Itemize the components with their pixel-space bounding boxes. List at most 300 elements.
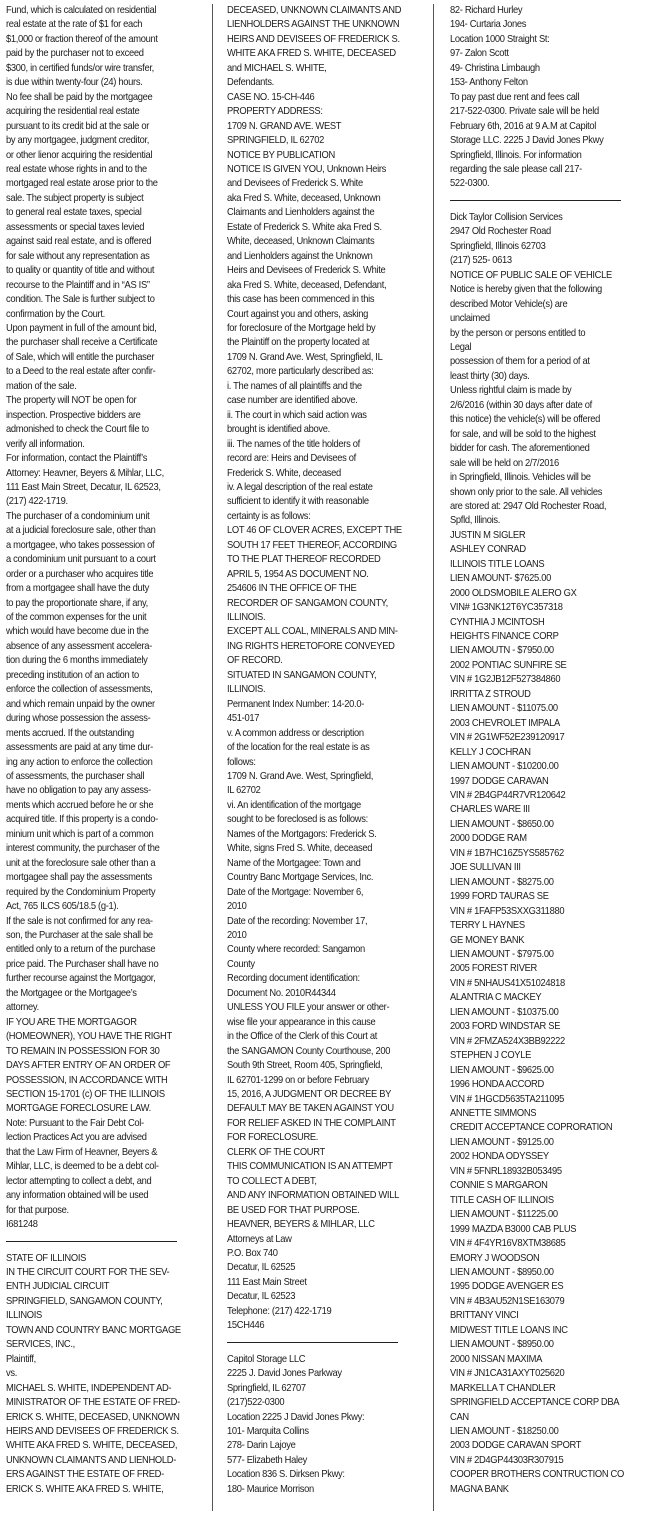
notice-line: have no obligation to pay any assess- (6, 785, 151, 797)
notice-line: LIEN AMOUNT - $9625.00 (450, 1064, 554, 1076)
notice-line: (217) 422-1719. (6, 496, 68, 508)
notice-line: IL 62701-1299 on or before February (227, 1074, 370, 1086)
notice-line: Notice is hereby given that the following (450, 284, 602, 296)
notice-line: price paid. The Purchaser shall have no (6, 958, 159, 970)
notice-line: possession of them for a period of at (450, 356, 590, 368)
notice-line: of assessments, the purchaser shall (6, 771, 145, 783)
legal-notice (450, 211, 649, 1497)
notice-line: the SANGAMON County Courthouse, 200 (227, 1045, 391, 1057)
notice-line: VIN # 5FNRL18932B053495 (450, 1165, 562, 1177)
notice-line: COOPER BROTHERS CONTRUCTION CO (450, 1469, 624, 1481)
notice-line: Location 836 S. Dirksen Pkwy: (227, 1469, 345, 1481)
notice-line: 194- Curtaria Jones (450, 19, 527, 31)
notice-line: VIN # 4B3AU52N1SE163079 (450, 1295, 565, 1307)
notice-line: 2947 Old Rochester Road (450, 226, 551, 238)
notice-line: VIN # 1G2JB12F527384860 (450, 674, 561, 686)
notice-line: ERICK S. WHITE AKA FRED S. WHITE, (6, 1483, 164, 1495)
notice-line: unclaimed (450, 313, 490, 325)
notice-line: Unless rightful claim is made by (450, 385, 572, 397)
notice-line: follows: (227, 756, 256, 768)
notice-line: DAYS AFTER ENTRY OF AN ORDER OF (6, 1060, 171, 1072)
notice-line: MIDWEST TITLE LOANS INC (450, 1324, 568, 1336)
notice-line: 577- Elizabeth Haley (227, 1454, 308, 1466)
notice-line: against said real estate, and is offered (6, 236, 152, 248)
notice-line: vi. An identification of the mortgage (227, 799, 361, 811)
notice-line: DEFAULT MAY BE TAKEN AGAINST YOU (227, 1103, 394, 1115)
notice-line: HEIGHTS FINANCE CORP (450, 631, 559, 643)
notice-line: admonished to check the Court file to (6, 424, 149, 436)
notice-line: UNLESS YOU FILE your answer or other- (227, 1002, 390, 1014)
notice-line: STATE OF ILLINOIS (6, 1252, 87, 1264)
notice-line: Telephone: (217) 422-1719 (227, 1305, 332, 1317)
notice-line: NOTICE IS GIVEN YOU, Unknown Heirs (227, 163, 387, 175)
notice-line: ILLINOIS. (227, 612, 266, 624)
column-2 (227, 4, 430, 1497)
notice-line: ASHLEY CONRAD (450, 544, 526, 556)
notice-line: sale. The subject property is subject (6, 192, 144, 204)
notice-line: $300, in certified funds/or wire transfer, (6, 62, 154, 74)
notice-line: BE USED FOR THAT PURPOSE. (227, 1204, 360, 1216)
notice-line: 111 East Main Street, Decatur, IL 62523, (6, 481, 161, 493)
notice-line: TO REMAIN IN POSSESSION FOR 30 (6, 1045, 160, 1057)
notice-line: Note: Pursuant to the Fair Debt Col- (6, 1117, 144, 1129)
notice-line: HEIRS AND DEVISEES OF FREDERICK S. (227, 33, 400, 45)
notice-line: mation of the sale. (6, 380, 77, 392)
notice-line: confirmation by the Court. (6, 308, 105, 320)
notice-line: Recording document identification: (227, 973, 360, 985)
notice-line: for sale, and will be sold to the highest (450, 428, 596, 440)
notice-line: LIEN AMOUNT - $10375.00 (450, 1006, 559, 1018)
notice-line: vs. (6, 1368, 18, 1380)
notice-line: TO THE PLAT THEREOF RECORDED (227, 554, 381, 566)
notice-line: 15CH446 (227, 1320, 265, 1332)
notice-line: MARKELLA T CHANDLER (450, 1382, 556, 1394)
notice-line: IN THE CIRCUIT COURT FOR THE SEV- (6, 1266, 170, 1278)
notice-line: ANNETTE SIMMONS (450, 1107, 537, 1119)
notice-line: iv. A legal description of the real estate (227, 481, 373, 493)
notice-line: SOUTH 17 FEET THEREOF, ACCORDING (227, 539, 397, 551)
notice-line: to pay the proportionate share, if any, (6, 597, 148, 609)
notice-line: LIEN AMOUNT - $11075.00 (450, 703, 558, 715)
notice-divider (227, 1342, 398, 1343)
column-1 (6, 4, 210, 1497)
notice-line: 2010 (227, 901, 247, 913)
notice-line: 62702, more particularly described as: (227, 366, 374, 378)
notice-line: verify all information. (6, 438, 85, 450)
notice-line: 1996 HONDA ACCORD (450, 1079, 544, 1091)
notice-line: which would have become due in the (6, 626, 149, 638)
column-rule (212, 4, 213, 1511)
notice-line: CASE NO. 15-CH-446 (227, 91, 315, 103)
notice-line: For information, contact the Plaintiff’s (6, 453, 148, 465)
notice-line: i. The names of all plaintiffs and the (227, 380, 362, 392)
notice-line: paid by the purchaser not to exceed (6, 48, 144, 60)
notice-line: attorney. (6, 1002, 39, 1014)
notice-line: 97- Zalon Scott (450, 48, 509, 60)
notice-line: The property will NOT be open for (6, 395, 137, 407)
notice-line: Heirs and Devisees of Frederick S. White (227, 265, 386, 277)
notice-line: record are: Heirs and Devisees of (227, 453, 356, 465)
notice-line: AND ANY INFORMATION OBTAINED WILL (227, 1190, 399, 1202)
notice-line: 153- Anthony Felton (450, 77, 528, 89)
notice-line: OF RECORD. (227, 655, 283, 667)
notice-line: ILLINOIS. (227, 684, 266, 696)
notice-line: CHARLES WARE III (450, 804, 530, 816)
notice-line: 2003 CHEVROLET IMPALA (450, 717, 560, 729)
notice-line: tion during the 6 months immediately (6, 655, 148, 667)
notice-line: WHITE AKA FRED S. WHITE, DECEASED, (6, 1440, 178, 1452)
notice-line: SERVICES, INC., (6, 1339, 75, 1351)
notice-line: South 9th Street, Room 405, Springfield, (227, 1060, 383, 1072)
notice-line: Springfield, Illinois 62703 (450, 240, 546, 252)
notice-line: MINISTRATOR OF THE ESTATE OF FRED- (6, 1397, 180, 1409)
legal-notice (6, 4, 210, 1233)
notice-line: Date of the recording: November 17, (227, 915, 368, 927)
notice-line: TERRY L HAYNES (450, 920, 525, 932)
notice-line: 82- Richard Hurley (450, 5, 523, 16)
notice-line: 217-522-0300. Private sale will be held (450, 106, 599, 118)
notice-line: ERICK S. WHITE, DECEASED, UNKNOWN (6, 1411, 180, 1423)
notice-line: ALANTRIA C MACKEY (450, 992, 542, 1004)
notice-line: VIN # 5NHAUS41X51024818 (450, 977, 565, 989)
notice-line: 111 East Main Street (227, 1276, 307, 1288)
notice-line: VIN # 2G1WF52E239120917 (450, 732, 565, 744)
notice-line: lection Practices Act you are advised (6, 1132, 147, 1144)
notice-line: that the Law Firm of Heavner, Beyers & (6, 1146, 158, 1158)
notice-line: NOTICE OF PUBLIC SALE OF VEHICLE (450, 269, 612, 281)
notice-line: 2002 PONTIAC SUNFIRE SE (450, 659, 567, 671)
notice-line: ii. The court in which said action was (227, 409, 367, 421)
notice-line: at a judicial foreclosure sale, other than (6, 525, 156, 537)
notice-line: CREDIT ACCEPTANCE COPRORATION (450, 1122, 613, 1134)
notice-line: mortgaged real estate arose prior to the (6, 178, 158, 190)
notice-line: for foreclosure of the Mortgage held by (227, 322, 376, 334)
notice-line: White, deceased, Unknown Claimants (227, 236, 375, 248)
notice-line: Decatur, IL 62525 (227, 1262, 296, 1274)
notice-line: VIN # 1HGCD5635TA211095 (450, 1093, 565, 1105)
notice-line: Capitol Storage LLC (227, 1353, 306, 1365)
notice-line: ILLINOIS TITLE LOANS (450, 558, 545, 570)
notice-line: aka Fred S. White, deceased, Unknown (227, 192, 381, 204)
notice-line: sought to be foreclosed is as follows: (227, 814, 368, 826)
notice-line: this notice) the vehicle(s) will be offered (450, 414, 601, 426)
notice-line: IF YOU ARE THE MORTGAGOR (6, 1016, 137, 1028)
notice-line: VIN# 1G3NK12T6YC357318 (450, 602, 563, 614)
notice-line: VIN # 2D4GP44303R307915 (450, 1454, 564, 1466)
notice-line: the Plaintiff on the property located at (227, 337, 370, 349)
notice-line: Spfld, Illinois. (450, 515, 501, 527)
legal-notice (227, 4, 430, 1334)
notice-line: the purchaser shall receive a Certificate (6, 337, 158, 349)
notice-line: wise file your appearance in this cause (227, 1016, 376, 1028)
notice-line: LIEN AMOUTN - $7950.00 (450, 645, 554, 657)
notice-line: real estate at the rate of $1 for each (6, 19, 143, 31)
notice-line: of the location for the real estate is as (227, 742, 370, 754)
notice-line: interest community, the purchaser of the (6, 843, 160, 855)
notice-line: during whose possession the assess- (6, 713, 151, 725)
notice-line: real estate whose rights in and to the (6, 163, 147, 175)
notice-line: 278- Darin Lajoye (227, 1440, 296, 1452)
notice-line: brought is identified above. (227, 424, 330, 436)
notice-line: to quality or quantity of title and without (6, 265, 155, 277)
notice-line: further recourse against the Mortgagor, (6, 973, 156, 985)
notice-line: Date of the Mortgage: November 6, (227, 886, 364, 898)
legal-notice (6, 1252, 210, 1498)
notice-line: a condominium unit pursuant to a court (6, 554, 156, 566)
notice-line: 15, 2016, A JUDGMENT OR DECREE BY (227, 1088, 392, 1100)
legal-notice (450, 4, 649, 192)
notice-line: 1709 N. Grand Ave. West, Springfield, (227, 771, 374, 783)
notice-line: Attorneys at Law (227, 1233, 292, 1245)
notice-line: EMORY J WOODSON (450, 1252, 540, 1264)
notice-line: MICHAEL S. WHITE, INDEPENDENT AD- (6, 1382, 172, 1394)
notice-line: 2005 FOREST RIVER (450, 963, 537, 975)
notice-line: absence of any assessment accelera- (6, 640, 152, 652)
notice-line: (217)522-0300 (227, 1397, 285, 1409)
notice-line: APRIL 5, 1954 AS DOCUMENT NO. (227, 568, 369, 580)
notice-line: Claimants and Lienholders against the (227, 207, 375, 219)
notice-line: TITLE CASH OF ILLINOIS (450, 1194, 554, 1206)
notice-line: LOT 46 OF CLOVER ACRES, EXCEPT THE (227, 525, 402, 537)
notice-line: ments which accrued before he or she (6, 799, 154, 811)
notice-line: condition. The Sale is further subject to (6, 294, 155, 306)
notice-line: TOWN AND COUNTRY BANC MORTGAGE (6, 1324, 181, 1336)
notice-line: Court against you and others, asking (227, 308, 368, 320)
notice-line: pursuant to its credit bid at the sale or (6, 120, 150, 132)
notice-line: to a Deed to the real estate after confir- (6, 366, 156, 378)
notice-line: (HOMEOWNER), YOU HAVE THE RIGHT (6, 1031, 172, 1043)
notice-line: Act, 765 ILCS 605/18.5 (g-1). (6, 901, 119, 913)
notice-line: any information obtained will be used (6, 1190, 149, 1202)
notice-line: LIEN AMOUNT - $8950.00 (450, 1266, 554, 1278)
notice-line: this case has been commenced in this (227, 294, 375, 306)
notice-line: Estate of Frederick S. White aka Fred S. (227, 221, 382, 233)
notice-line: P.O. Box 740 (227, 1247, 278, 1259)
notice-line: CYNTHIA J MCINTOSH (450, 616, 545, 628)
notice-line: JUSTIN M SIGLER (450, 529, 526, 541)
notice-line: 2010 (227, 930, 247, 941)
notice-line: VIN # 2B4GP44R7VR120642 (450, 790, 566, 802)
notice-line: UNKNOWN CLAIMANTS AND LIENHOLD- (6, 1454, 177, 1466)
notice-line: ments accrued. If the outstanding (6, 727, 134, 739)
notice-line: shown only prior to the sale. All vehicles (450, 486, 603, 498)
notice-line: 2002 HONDA ODYSSEY (450, 1151, 549, 1163)
notice-line: mortgagee shall pay the assessments (6, 872, 152, 884)
notice-line: recourse to the Plaintiff and in “AS IS” (6, 279, 150, 291)
notice-line: NOTICE BY PUBLICATION (227, 149, 335, 161)
notice-line: bidder for cash. The aforementioned (450, 443, 590, 455)
notice-line: for that purpose. (6, 1204, 69, 1216)
notice-divider (6, 1241, 177, 1242)
notice-line: Legal (450, 341, 472, 353)
notice-line: POSSESSION, IN ACCORDANCE WITH (6, 1074, 168, 1086)
notice-line: Country Banc Mortgage Services, Inc. (227, 872, 374, 884)
notice-line: (217) 525- 0613 (450, 255, 512, 267)
notice-line: 2000 OLDSMOBILE ALERO GX (450, 587, 577, 599)
notice-line: SPRINGFIELD, SANGAMON COUNTY, (6, 1295, 163, 1307)
notice-line: VIN # 1FAFP53SXXG311880 (450, 905, 565, 917)
notice-line: Upon payment in full of the amount bid, (6, 322, 157, 334)
notice-line: order or a purchaser who acquires title (6, 568, 154, 580)
notice-line: PROPERTY ADDRESS: (227, 106, 323, 118)
notice-line: BRITTANY VINCI (450, 1310, 519, 1322)
notice-line: White, signs Fred S. White, deceased (227, 843, 373, 855)
notice-line: regarding the sale please call 217- (450, 163, 582, 175)
notice-line: or other lienor acquiring the residential (6, 149, 153, 161)
notice-line: and Lienholders against the Unknown (227, 250, 373, 262)
notice-line: CLERK OF THE COURT (227, 1146, 325, 1158)
notice-line: 2/6/2016 (within 30 days after date of (450, 399, 592, 411)
notice-line: FOR FORECLOSURE. (227, 1132, 319, 1144)
notice-line: and which remain unpaid by the owner (6, 698, 155, 710)
notice-line: LIEN AMOUNT - $8275.00 (450, 876, 554, 888)
notice-line: minium unit which is part of a common (6, 828, 154, 840)
notice-line: case number are identified above. (227, 395, 358, 407)
notice-line: ENTH JUDICIAL CIRCUIT (6, 1281, 110, 1293)
notice-line: FOR RELIEF ASKED IN THE COMPLAINT (227, 1117, 396, 1129)
notice-line: CONNIE S MARGARON (450, 1180, 548, 1192)
notice-line: Storage LLC. 2225 J David Jones Pkwy (450, 135, 604, 147)
notice-line: 2000 DODGE RAM (450, 833, 527, 845)
notice-line: 49- Christina Limbaugh (450, 62, 540, 74)
legal-notice (227, 1353, 430, 1498)
notice-line: and Devisees of Frederick S. White (227, 178, 363, 190)
notice-line: LIEN AMOUNT - $7975.00 (450, 949, 554, 960)
notice-line: SPRINGFIELD ACCEPTANCE CORP DBA (450, 1397, 620, 1409)
notice-line: of Sale, which will entitle the purchaser (6, 351, 155, 363)
notice-line: sale will be held on 2/7/2016 (450, 457, 559, 469)
notice-line: Springfield, IL 62707 (227, 1382, 306, 1394)
notice-line: VIN # 1B7HC16Z5YS585762 (450, 847, 564, 859)
notice-line: Plaintiff, (6, 1353, 36, 1365)
notice-line: aka Fred S. White, deceased, Defendant, (227, 279, 387, 291)
notice-line: assessments or special taxes levied (6, 221, 145, 233)
notice-line: 101- Marquita Collins (227, 1425, 309, 1437)
notice-line: LIEN AMOUNT - $10200.00 (450, 761, 559, 773)
notice-line: GE MONEY BANK (450, 934, 525, 946)
notice-line: required by the Condominium Property (6, 886, 156, 898)
notice-line: I681248 (6, 1219, 38, 1231)
notice-line: County (227, 958, 255, 970)
notice-line: LIEN AMOUNT - $8950.00 (450, 1339, 554, 1351)
notice-line: MORTGAGE FORECLOSURE LAW. (6, 1103, 151, 1115)
notice-line: 1997 DODGE CARAVAN (450, 775, 549, 787)
notice-line: VIN # 2FMZA524X3BB92222 (450, 1035, 565, 1047)
notice-line: by any mortgagee, judgment creditor, (6, 135, 150, 147)
notice-line: 1999 FORD TAURAS SE (450, 891, 549, 903)
notice-line: enforce the collection of assessments, (6, 684, 153, 696)
notice-line: a mortgagee, who takes possession of (6, 539, 155, 551)
notice-line: acquiring the residential real estate (6, 106, 140, 118)
notice-line: $1,000 or fraction thereof of the amount (6, 33, 158, 45)
notice-line: JOE SULLIVAN III (450, 862, 521, 874)
notice-line: Dick Taylor Collision Services (450, 211, 563, 223)
notice-line: Location 1000 Straight St: (450, 33, 550, 45)
notice-line: are stored at: 2947 Old Rochester Road, (450, 500, 607, 512)
notice-line: is due within twenty-four (24) hours. (6, 77, 143, 89)
notice-line: Names of the Mortgagors: Frederick S. (227, 828, 377, 840)
notice-line: To pay past due rent and fees call (450, 91, 580, 103)
notice-line: MAGNA BANK (450, 1483, 509, 1495)
notice-line: IL 62702 (227, 785, 261, 797)
notice-line: IRRITTA Z STROUD (450, 688, 531, 700)
notice-line: from a mortgagee shall have the duty (6, 583, 150, 595)
notice-line: 1709 N. GRAND AVE. WEST (227, 120, 342, 132)
notice-line: Location 2225 J David Jones Pkwy: (227, 1411, 365, 1423)
notice-line: LIEN AMOUNT- $7625.00 (450, 573, 551, 585)
notice-line: LIEN AMOUNT - $8650.00 (450, 818, 554, 830)
notice-line: TO COLLECT A DEBT, (227, 1175, 317, 1187)
notice-line: 1995 DODGE AVENGER ES (450, 1281, 564, 1293)
notice-divider (450, 200, 621, 201)
column-rule (433, 4, 434, 1511)
notice-line: The purchaser of a condominium unit (6, 510, 150, 522)
notice-line: lector attempting to collect a debt, and (6, 1175, 152, 1187)
notice-line: 1999 MAZDA B3000 CAB PLUS (450, 1223, 577, 1235)
notice-line: to general real estate taxes, special (6, 207, 142, 219)
notice-line: 254606 IN THE OFFICE OF THE (227, 583, 357, 595)
notice-line: preceding institution of an action to (6, 669, 139, 681)
notice-line: unit at the foreclosure sale other than a (6, 857, 156, 869)
notice-line: 1709 N. Grand Ave. West, Springfield, IL (227, 351, 383, 363)
notice-line: and MICHAEL S. WHITE, (227, 62, 327, 74)
notice-line: SPRINGFIELD, IL 62702 (227, 135, 325, 147)
notice-line: acquired title. If this property is a condo- (6, 814, 158, 826)
notice-line: assessments are paid at any time dur- (6, 742, 153, 754)
notice-line: RECORDER OF SANGAMON COUNTY, (227, 597, 388, 609)
notice-line: Permanent Index Number: 14-20.0- (227, 698, 365, 710)
notice-line: inspection. Prospective bidders are (6, 409, 141, 421)
notice-line: v. A common address or description (227, 727, 364, 739)
notice-line: 180- Maurice Morrison (227, 1483, 314, 1495)
notice-line: in Springfield, Illinois. Vehicles will be (450, 472, 591, 484)
notice-line: 451-017 (227, 713, 260, 725)
notice-line: 2003 FORD WINDSTAR SE (450, 1021, 561, 1033)
notice-line: SITUATED IN SANGAMON COUNTY, (227, 669, 377, 681)
notice-line: Fund, which is calculated on residential (6, 5, 157, 16)
notice-line: County where recorded: Sangamon (227, 944, 365, 956)
notice-line: LIEN AMOUNT - $11225.00 (450, 1209, 558, 1221)
notice-line: LIEN AMOUNT - $18250.00 (450, 1425, 559, 1437)
notice-line: 2003 DODGE CARAVAN SPORT (450, 1440, 582, 1452)
notice-line: ING RIGHTS HERETOFORE CONVEYED (227, 640, 395, 652)
notice-line: VIN # JN1CA31AXYT025620 (450, 1368, 565, 1380)
notice-line: certainty is as follows: (227, 510, 311, 522)
notice-line: ERS AGAINST THE ESTATE OF FRED- (6, 1469, 164, 1481)
notice-line: entitled only to a return of the purchase (6, 944, 156, 956)
notice-line: by the person or persons entitled to (450, 327, 586, 339)
notice-line: described Motor Vehicle(s) are (450, 298, 568, 310)
notice-line: WHITE AKA FRED S. WHITE, DECEASED (227, 48, 396, 60)
notice-line: son, the Purchaser at the sale shall be (6, 930, 153, 941)
notice-line: HEIRS AND DEVISEES OF FREDERICK S. (6, 1425, 179, 1437)
notice-line: Attorney: Heavner, Beyers & Mihlar, LLC, (6, 467, 164, 479)
notice-line: Frederick S. White, deceased (227, 467, 341, 479)
notice-line: Document No. 2010R44344 (227, 987, 336, 999)
notice-line: sufficient to identify it with reasonable (227, 496, 369, 508)
notice-line: the Mortgagee or the Mortgagee’s (6, 987, 137, 999)
notice-line: 2225 J. David Jones Parkway (227, 1368, 342, 1380)
notice-line: HEAVNER, BEYERS & MIHLAR, LLC (227, 1219, 375, 1231)
notice-line: 2000 NISSAN MAXIMA (450, 1353, 543, 1365)
notice-line: LIENHOLDERS AGAINST THE UNKNOWN (227, 19, 400, 31)
notice-line: KELLY J COCHRAN (450, 746, 531, 758)
notice-line: DECEASED, UNKNOWN CLAIMANTS AND (227, 5, 402, 16)
notice-line: for sale without any representation as (6, 250, 150, 262)
notice-line: iii. The names of the title holders of (227, 438, 360, 450)
notice-line: SECTION 15-1701 (c) OF THE ILLINOIS (6, 1088, 165, 1100)
notice-line: ILLINOIS (6, 1310, 42, 1322)
